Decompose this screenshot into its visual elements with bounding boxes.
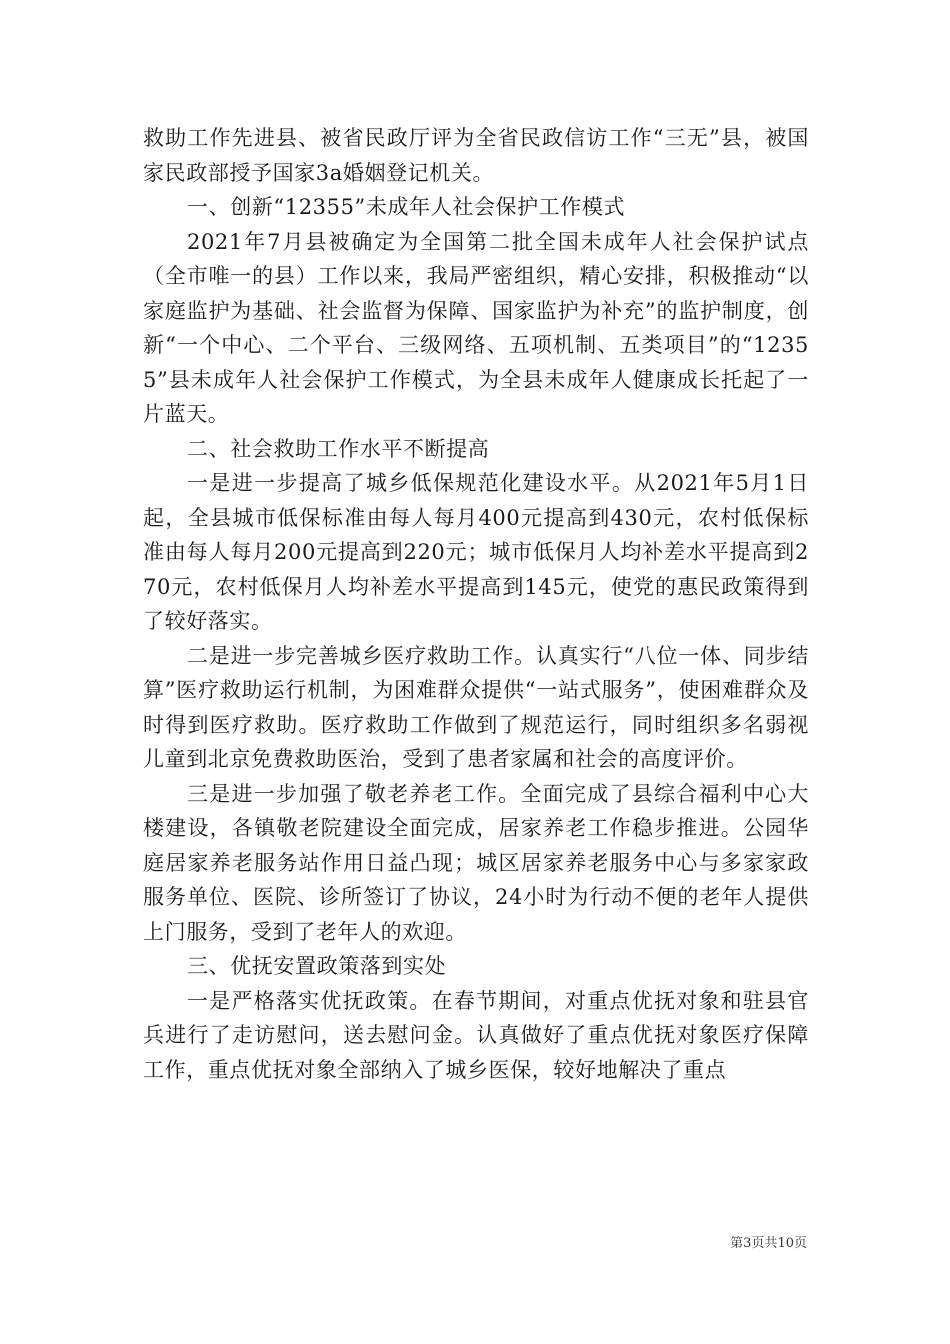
document-body xyxy=(143,121,809,1087)
body-paragraph: 一是严格落实优抚政策。在春节期间，对重点优抚对象和驻县官兵进行了走访慰问，送去慰问金。认真做好了重点优抚对象医疗保障工作，重点优抚对象全部纳入了城乡医保，较好地解决了重点 xyxy=(143,988,809,1082)
body-paragraph: 二是进一步完善城乡医疗救助工作。认真实行“八位一体、同步结算”医疗救助运行机制，为困难群众提供“一站式服务”，使困难群众及时得到医疗救助。医疗救助工作做到了规范运行，同时组织多名弱视儿童到北京免费救助医治，受到了患者家属和社会的高度评价。 xyxy=(143,643,809,771)
body-paragraph: 一是进一步提高了城乡低保规范化建设水平。从2021年5月1日起，全县城市低保标准由每人每月400元提高到430元，农村低保标准由每人每月200元提高到220元；城市低保月人均补差水平提高到270元，农村低保月人均补差水平提高到145元，使党的惠民政策得到了较好落实。 xyxy=(143,471,809,633)
section-heading: 三、优抚安置政策落到实处 xyxy=(187,954,447,978)
body-paragraph: 2021年7月县被确定为全国第二批全国未成年人社会保护试点（全市唯一的县）工作以来，我局严密组织，精心安排，积极推动“以家庭监护为基础、社会监督为保障、国家监护为补充”的监护制度，创新“一个中心、二个平台、三级网络、五项机制、五类项目”的“12355”县未成年人社会保护工作模式，为全县未成年人健康成长托起了一片蓝天。 xyxy=(143,229,809,426)
page-number: 第3页共10页 xyxy=(730,1236,807,1251)
body-paragraph: 救助工作先进县、被省民政厅评为全省民政信访工作“三无”县，被国家民政部授予国家3a婚姻登记机关。 xyxy=(143,126,809,185)
section-heading: 一、创新“12355”未成年人社会保护工作模式 xyxy=(187,195,626,219)
body-paragraph: 三是进一步加强了敬老养老工作。全面完成了县综合福利中心大楼建设，各镇敬老院建设全面完成，居家养老工作稳步推进。公园华庭居家养老服务站作用日益凸现；城区居家养老服务中心与多家家政服务单位、医院、诊所签订了协议，24小时为行动不便的老年人提供上门服务，受到了老年人的欢迎。 xyxy=(143,781,809,944)
section-heading: 二、社会救助工作水平不断提高 xyxy=(187,436,490,461)
